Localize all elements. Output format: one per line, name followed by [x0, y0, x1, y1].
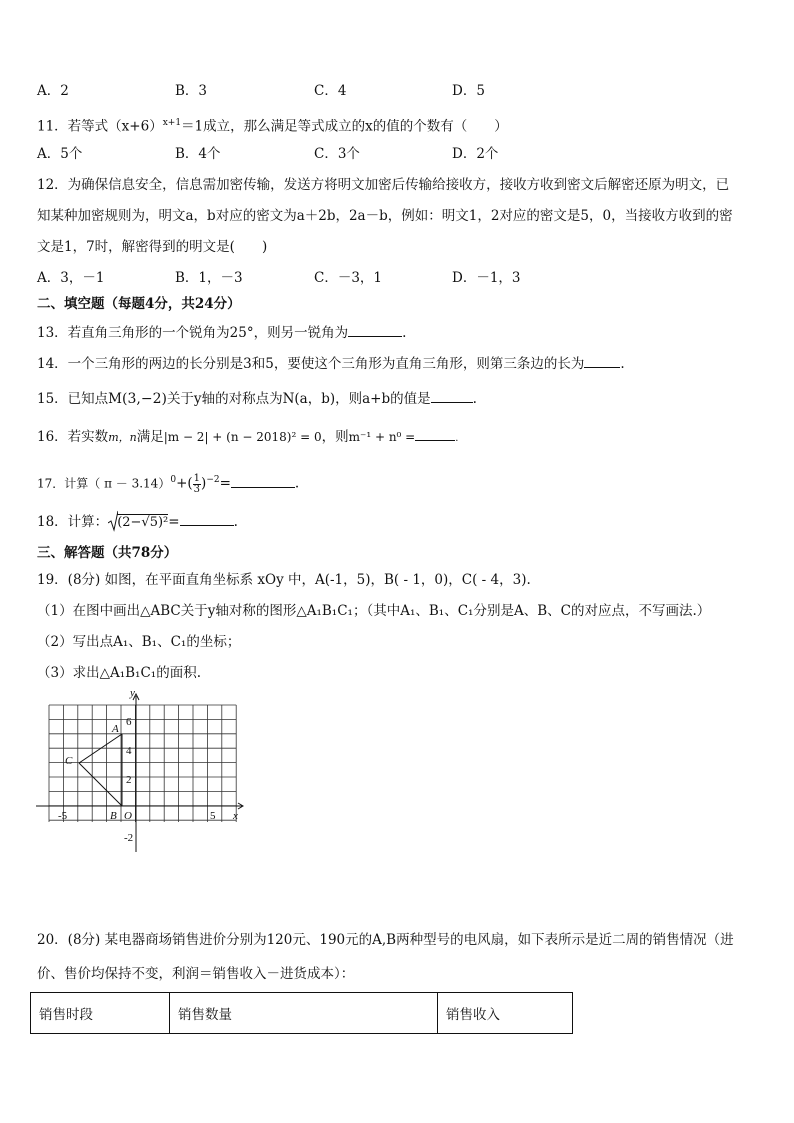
- q16-answer-blank[interactable]: [415, 426, 455, 441]
- q15-point: (3,−2): [122, 391, 167, 407]
- q19-sub-3: （3）求出△A₁B₁C₁的面积.: [37, 665, 201, 681]
- y-tick-neg2: -2: [124, 832, 134, 844]
- q11-option-d: D．2个: [452, 146, 499, 162]
- q17-exponent-0: 0: [170, 475, 177, 485]
- q17-paren-open: +(: [176, 475, 193, 492]
- q10-option-a: A．2: [37, 83, 69, 99]
- q17-paren-close: ): [201, 475, 207, 492]
- q12-line-2: 知某种加密规则为，明文a，b对应的密文为a＋2b，2a－b，例如：明文1，2对应的密文是5，0，当接收方收到的密: [37, 208, 733, 224]
- table-header-row: [31, 993, 573, 1034]
- question-18: [37, 511, 238, 533]
- point-a-label: A: [112, 723, 119, 735]
- coordinate-grid-figure: [32, 688, 252, 856]
- sqrt-sign-icon: [108, 510, 118, 532]
- q12-option-d: D．－1，3: [452, 270, 521, 286]
- q16-expression: m⁻¹ + n⁰ =: [348, 430, 416, 444]
- q19-sub-1: （1）在图中画出△ABC关于y轴对称的图形△A₁B₁C₁；（其中A₁、B₁、C₁分别是A、B、C的对应点，不写画法.）: [37, 603, 711, 619]
- q14-answer-blank[interactable]: [584, 353, 620, 368]
- grid-lines: [49, 705, 236, 822]
- q11-exponent: x+1: [162, 118, 182, 128]
- q15-text-a: 15．已知点M: [37, 391, 123, 407]
- q15-text-c: 关于y轴的对称点为N(a，b)，则a+b的值是: [166, 391, 431, 407]
- q14-period: .: [620, 356, 625, 372]
- section-3-heading: 三、解答题（共78分）: [37, 545, 178, 561]
- q11-option-c: C．3个: [314, 146, 360, 162]
- q11-suffix: ＝1成立，那么满足等式成立的x的值的个数有（ ）: [181, 118, 508, 135]
- q16-text-c: 满足: [136, 429, 164, 445]
- q12-option-b: B．1，－3: [175, 270, 243, 286]
- q15-answer-blank[interactable]: [431, 388, 473, 403]
- q10-option-d: D．5: [452, 83, 485, 99]
- question-14: [37, 353, 625, 374]
- q10-option-b: B．3: [175, 83, 208, 99]
- q16-text-e: ，则: [321, 429, 349, 445]
- q16-variables: m，n: [108, 431, 137, 444]
- q17-numerator: 1: [193, 472, 201, 484]
- q17-fraction: [193, 474, 201, 495]
- point-b-label: B: [110, 810, 117, 822]
- y-tick-2: 2: [126, 774, 132, 786]
- q11-prefix: 11．若等式（x+6）: [37, 118, 163, 135]
- q18-equals: =: [168, 514, 180, 530]
- header-sales-revenue: 销售收入: [438, 993, 573, 1034]
- question-11: [37, 113, 508, 137]
- q17-text-a: 17．计算（ π － 3.14）: [37, 476, 171, 491]
- x-tick-5: 5: [210, 810, 216, 822]
- q16-text-a: 16．若实数: [37, 429, 109, 445]
- question-13: [37, 322, 406, 343]
- axes: [36, 694, 243, 852]
- q18-sqrt: [108, 512, 168, 533]
- section-2-heading: 二、填空题（每题4分，共24分）: [37, 296, 241, 312]
- q20-line-2: 价、售价均保持不变，利润＝销售收入－进货成本）：: [37, 966, 355, 982]
- point-c-label: C: [65, 755, 73, 767]
- y-axis-label: y: [130, 688, 135, 699]
- q19-sub-2: （2）写出点A₁、B₁、C₁的坐标；: [37, 634, 241, 650]
- q14-text: 14．一个三角形的两边的长分别是3和5，要使这个三角形为直角三角形，则第三条边的长为: [37, 356, 585, 372]
- q10-option-c: C．4: [314, 83, 347, 99]
- header-sales-quantity: 销售数量: [170, 993, 438, 1034]
- q13-answer-blank[interactable]: [348, 322, 402, 337]
- question-15: [37, 388, 477, 409]
- q12-line-3: 文是1，7时，解密得到的明文是( ): [37, 239, 268, 255]
- q13-text: 13．若直角三角形的一个锐角为25°，则另一锐角为: [37, 325, 349, 341]
- y-tick-4: 4: [126, 745, 132, 757]
- q12-option-c: C．－3，1: [314, 270, 383, 286]
- question-16: [37, 426, 458, 449]
- q11-option-a: A．5个: [37, 146, 83, 162]
- q20-line-1: 20．(8分) 某电器商场销售进价分别为120元、190元的A,B两种型号的电风扇，如下表所示是近二周的销售情况（进: [37, 932, 734, 948]
- q15-period: .: [472, 391, 477, 407]
- question-17: [37, 470, 299, 495]
- q12-line-1: 12．为确保信息安全，信息需加密传输，发送方将明文加密后传输给接收方，接收方收到密文后解密还原为明文，已: [37, 177, 730, 193]
- sales-table: [30, 992, 573, 1034]
- q18-text-a: 18．计算：: [37, 514, 109, 530]
- q17-period: .: [294, 475, 300, 492]
- q17-answer-blank[interactable]: [231, 473, 295, 488]
- q18-period: .: [233, 514, 238, 530]
- q16-equation: |m − 2| + (n − 2018)² = 0: [163, 430, 322, 444]
- triangle-abc: [79, 734, 122, 806]
- y-tick-6: 6: [126, 716, 132, 728]
- q17-denominator: 3: [193, 483, 201, 495]
- origin-label: O: [124, 810, 132, 822]
- q17-equals: =: [219, 475, 231, 492]
- x-axis-label: x: [233, 810, 238, 822]
- q19-intro: 19．(8分) 如图，在平面直角坐标系 xOy 中，A(-1，5)，B( - 1，0)，C( - 4，3).: [37, 572, 531, 588]
- q16-period: .: [455, 433, 459, 444]
- x-tick-neg5: -5: [58, 810, 68, 822]
- q18-answer-blank[interactable]: [180, 511, 234, 526]
- header-sales-period: 销售时段: [31, 993, 170, 1034]
- q12-option-a: A．3，－1: [37, 270, 105, 286]
- q18-radicand: (2−√5)²: [117, 515, 169, 530]
- q11-option-b: B．4个: [175, 146, 221, 162]
- q13-period: .: [402, 325, 407, 341]
- q17-exponent-neg2: −2: [206, 475, 220, 485]
